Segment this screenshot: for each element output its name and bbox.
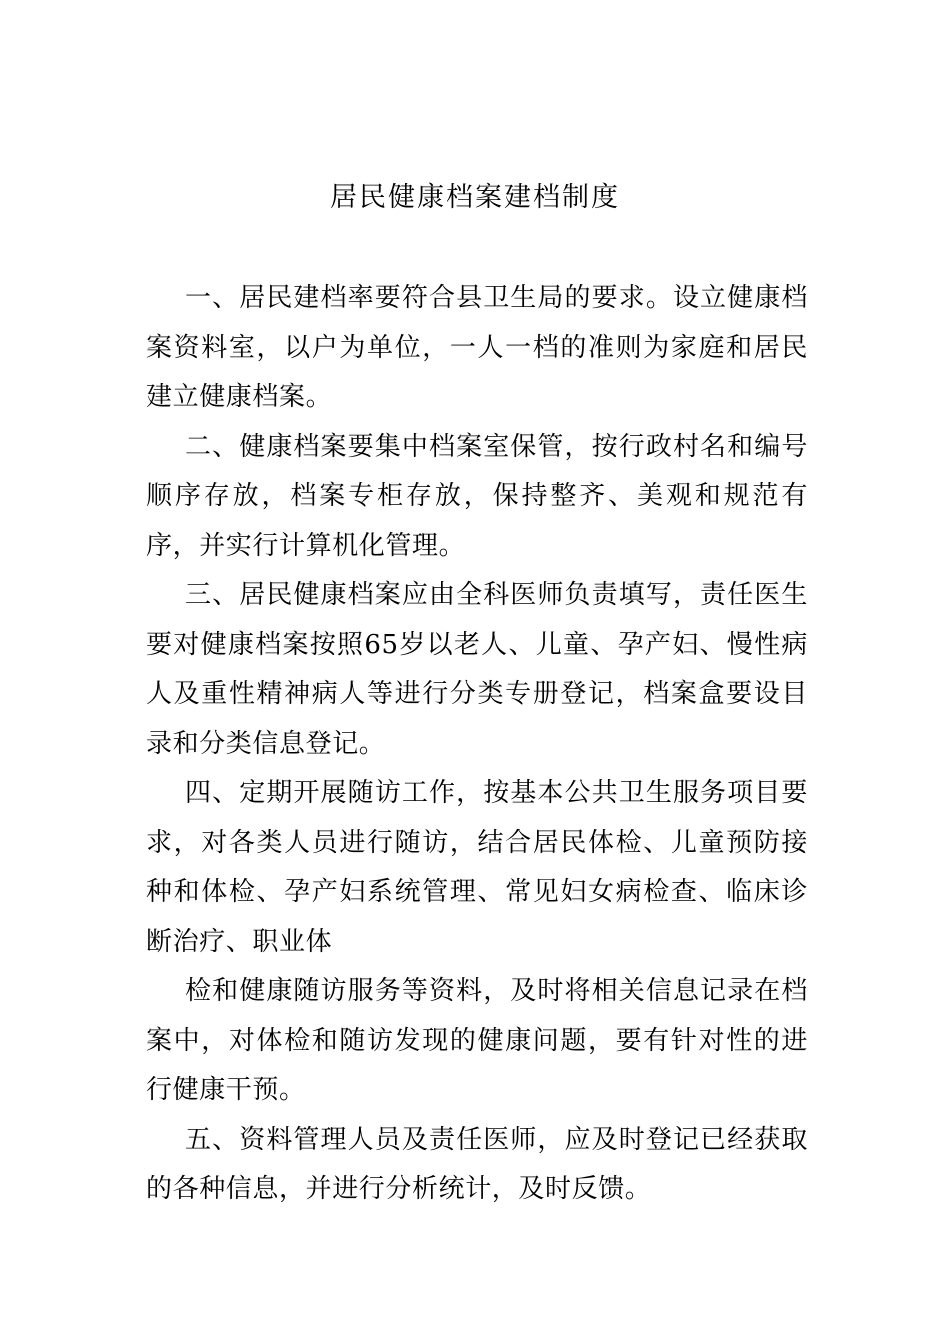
document-body (146, 274, 808, 1215)
paragraph-4: 四、定期开展随访工作，按基本公共卫生服务项目要求，对各类人员进行随访，结合居民体检、儿童预防接种和体检、孕产妇系统管理、常见妇女病检查、临床诊断治疗、职业体 (146, 778, 808, 957)
page-title: 居民健康档案建档制度 (330, 182, 620, 213)
paragraph-3: 三、居民健康档案应由全科医师负责填写，责任医生要对健康档案按照65岁以老人、儿童、孕产妇、慢性病人及重性精神病人等进行分类专册登记，档案盒要设目录和分类信息登记。 (146, 580, 808, 759)
paragraph-4-continued: 检和健康随访服务等资料，及时将相关信息记录在档案中，对体检和随访发现的健康问题，要有针对性的进行健康干预。 (146, 976, 808, 1105)
paragraph-2: 二、健康档案要集中档案室保管，按行政村名和编号顺序存放，档案专柜存放，保持整齐、美观和规范有序，并实行计算机化管理。 (146, 431, 808, 561)
paragraph-5: 五、资料管理人员及责任医师，应及时登记已经获取的各种信息，并进行分析统计，及时反馈。 (146, 1124, 808, 1204)
paragraph-1: 一、居民建档率要符合县卫生局的要求。设立健康档案资料室，以户为单位，一人一档的准则为家庭和居民建立健康档案。 (146, 283, 808, 412)
